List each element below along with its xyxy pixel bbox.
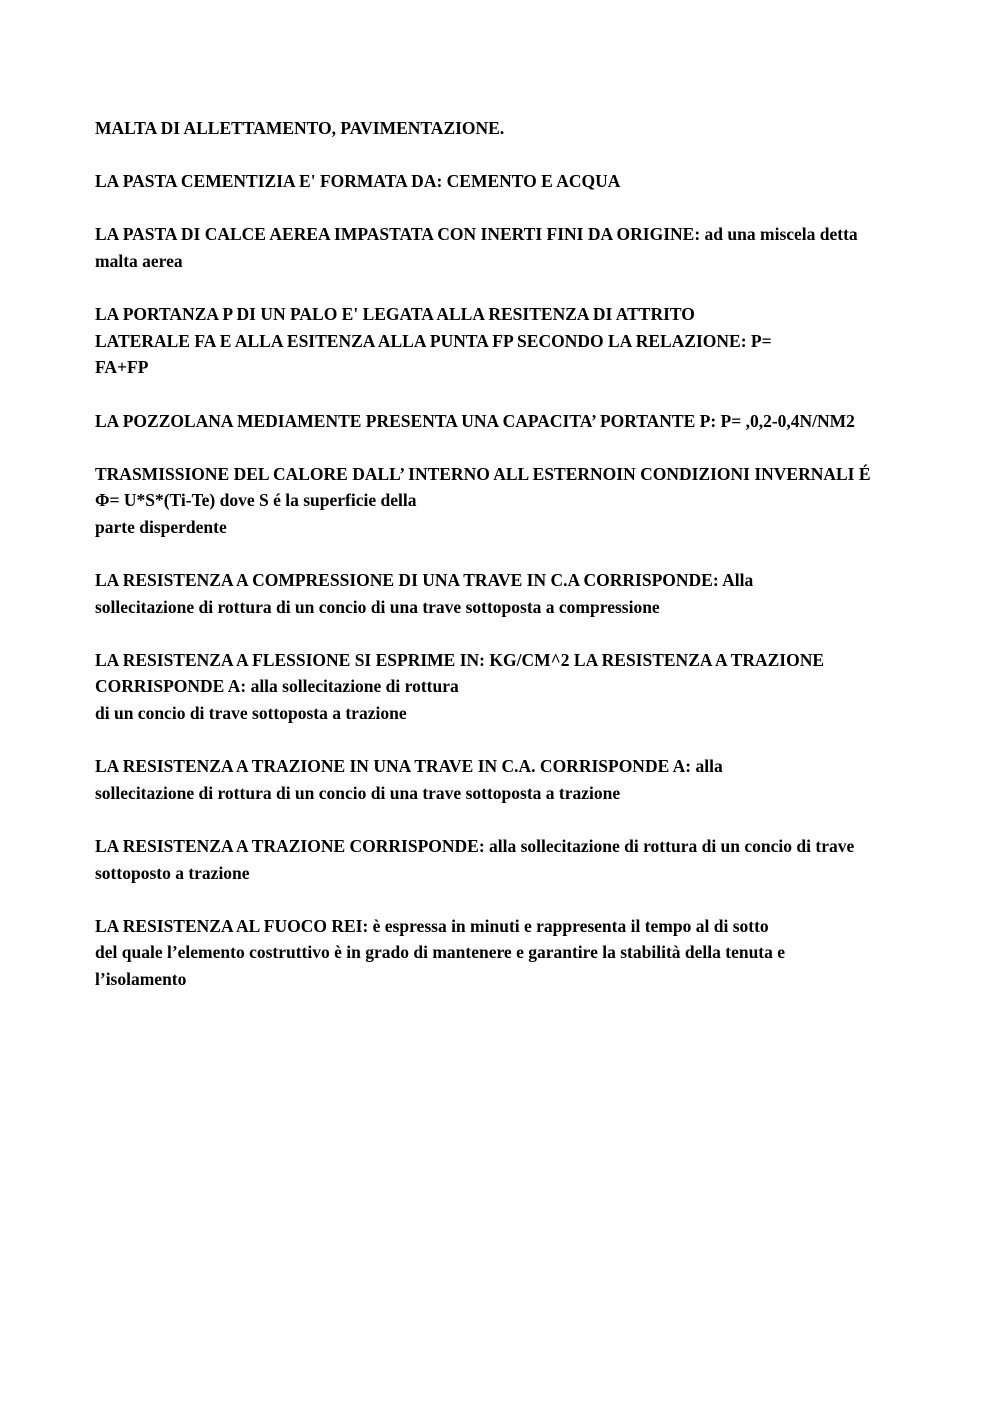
paragraph-resistenza-compressione [95,567,995,620]
paragraph-resistenza-trazione-trave [95,753,995,806]
text-line: sollecitazione di rottura di un concio di una trave sottoposta a trazione [95,782,621,803]
text-line: LA RESISTENZA AL FUOCO REI: è espressa in minuti e rappresenta il tempo al di sotto [95,915,769,936]
text-line: sollecitazione di rottura di un concio di una trave sottoposta a compressione [95,596,660,617]
text-line: LA PORTANZA P DI UN PALO E' LEGATA ALLA RESITENZA DI ATTRITO [95,304,695,325]
paragraph-portanza-palo [95,301,995,381]
text-line: Φ= U*S*(Ti-Te) dove S é la superficie della [95,490,417,511]
paragraph-pasta-cementizia [95,168,995,195]
text-line: CORRISPONDE A: alla sollecitazione di rottura [95,676,459,697]
text-line: LA PASTA DI CALCE AEREA IMPASTATA CON INERTI FINI DA ORIGINE: ad una miscela detta [95,224,858,245]
text-line: FA+FP [95,357,149,378]
text-line: TRASMISSIONE DEL CALORE DALL’ INTERNO ALL ESTERNOIN CONDIZIONI INVERNALI É [95,463,871,484]
text-line: di un concio di trave sottoposta a trazione [95,703,407,724]
text-line: LA RESISTENZA A FLESSIONE SI ESPRIME IN: KG/CM^2 LA RESISTENZA A TRAZIONE [95,649,825,670]
text-line: LA POZZOLANA MEDIAMENTE PRESENTA UNA CAPACITA’ PORTANTE P: P= ,0,2-0,4N/NM2 [95,410,855,431]
text-line: MALTA DI ALLETTAMENTO, PAVIMENTAZIONE. [95,118,505,138]
text-line: LA RESISTENZA A TRAZIONE IN UNA TRAVE IN C.A. CORRISPONDE A: alla [95,756,723,777]
paragraph-resistenza-flessione [95,647,995,727]
paragraph-pasta-calce-aerea [95,221,995,274]
paragraph-resistenza-trazione [95,833,995,886]
text-line: l’isolamento [95,969,187,989]
text-line: malta aerea [95,250,183,271]
text-line: LA RESISTENZA A TRAZIONE CORRISPONDE: alla sollecitazione di rottura di un concio di trave [95,836,855,857]
paragraph-trasmissione-calore [95,461,995,541]
text-line: parte disperdente [95,516,227,537]
text-line: LA RESISTENZA A COMPRESSIONE DI UNA TRAVE IN C.A CORRISPONDE: Alla [95,570,754,591]
text-line: LATERALE FA E ALLA ESITENZA ALLA PUNTA FP SECONDO LA RELAZIONE: P= [95,330,772,351]
paragraph-malta-allettamento [95,115,995,142]
paragraph-pozzolana [95,408,995,435]
document-body [95,115,995,1019]
text-line: sottoposto a trazione [95,862,250,883]
paragraph-resistenza-fuoco [95,913,995,993]
text-line: LA PASTA CEMENTIZIA E' FORMATA DA: CEMENTO E ACQUA [95,171,621,192]
text-line: del quale l’elemento costruttivo è in grado di mantenere e garantire la stabilità della tenuta e [95,942,786,963]
